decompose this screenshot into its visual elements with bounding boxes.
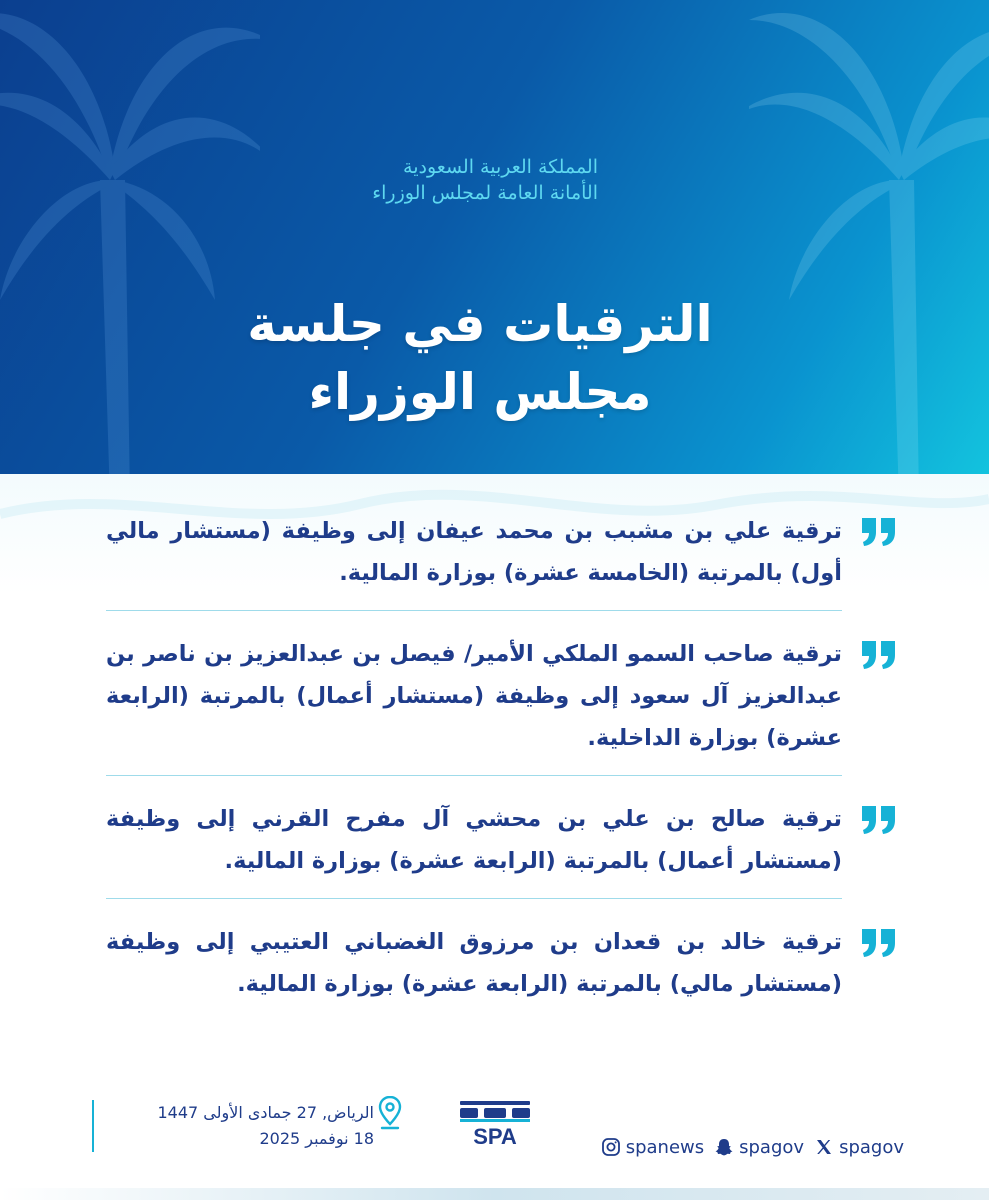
quote-icon <box>860 639 898 671</box>
spa-logo <box>458 1098 532 1148</box>
item-text: ترقية خالد بن قعدان بن مرزوق الغضباني العتيبي إلى وظيفة (مستشار مالي) بالمرتبة (الرابعة عشرة) بوزارة المالية. <box>106 929 842 997</box>
palm-tree-decoration <box>749 0 989 474</box>
org-name-line1: المملكة العربية السعودية <box>403 156 598 178</box>
list-item <box>100 633 900 759</box>
gregorian-date: 18 نوفمبر 2025 <box>259 1129 374 1148</box>
divider <box>106 610 842 611</box>
social-x[interactable] <box>814 1137 904 1158</box>
org-logo <box>372 138 608 222</box>
item-text: ترقية علي بن مشبب بن محمد عيفان إلى وظيفة (مستشار مالي أول) بالمرتبة (الخامسة عشرة) بوزارة المالية. <box>106 518 842 586</box>
snapchat-icon <box>714 1137 734 1157</box>
x-handle: spagov <box>839 1136 904 1158</box>
spa-logo-text: SPA <box>473 1124 517 1148</box>
social-links <box>604 1133 904 1161</box>
title-line2: مجلس الوزراء <box>308 363 652 421</box>
promotions-list <box>100 510 900 1005</box>
social-snapchat[interactable] <box>714 1137 804 1158</box>
instagram-icon <box>601 1137 621 1157</box>
quote-icon <box>860 804 898 836</box>
instagram-handle: spanews <box>625 1136 705 1158</box>
header-banner <box>0 0 989 474</box>
hijri-date: الرياض, 27 جمادى الأولى 1447 <box>157 1103 374 1122</box>
x-icon <box>814 1137 834 1157</box>
list-item <box>100 921 900 1005</box>
title-line1: الترقيات في جلسة <box>247 295 713 353</box>
org-name-line2: الأمانة العامة لمجلس الوزراء <box>372 182 598 204</box>
list-item <box>100 798 900 882</box>
item-text: ترقية صالح بن علي بن محشي آل مفرح القرني إلى وظيفة (مستشار أعمال) بالمرتبة (الرابعة عشرة) بوزارة المالية. <box>106 806 842 874</box>
page-title <box>190 290 770 426</box>
item-text: ترقية صاحب السمو الملكي الأمير/ فيصل بن عبدالعزيز بن ناصر بن عبدالعزيز آل سعود إلى وظيفة (مستشار أعمال) بالمرتبة (الرابعة عشرة) بوزارة الداخلية. <box>106 641 842 751</box>
date-location <box>92 1100 374 1152</box>
list-item <box>100 510 900 594</box>
location-pin-icon <box>378 1096 402 1130</box>
social-instagram[interactable] <box>601 1137 704 1158</box>
quote-icon <box>860 516 898 548</box>
footer-bar <box>0 1188 989 1200</box>
snapchat-handle: spagov <box>739 1136 805 1158</box>
quote-icon <box>860 927 898 959</box>
divider <box>106 898 842 899</box>
divider <box>106 775 842 776</box>
